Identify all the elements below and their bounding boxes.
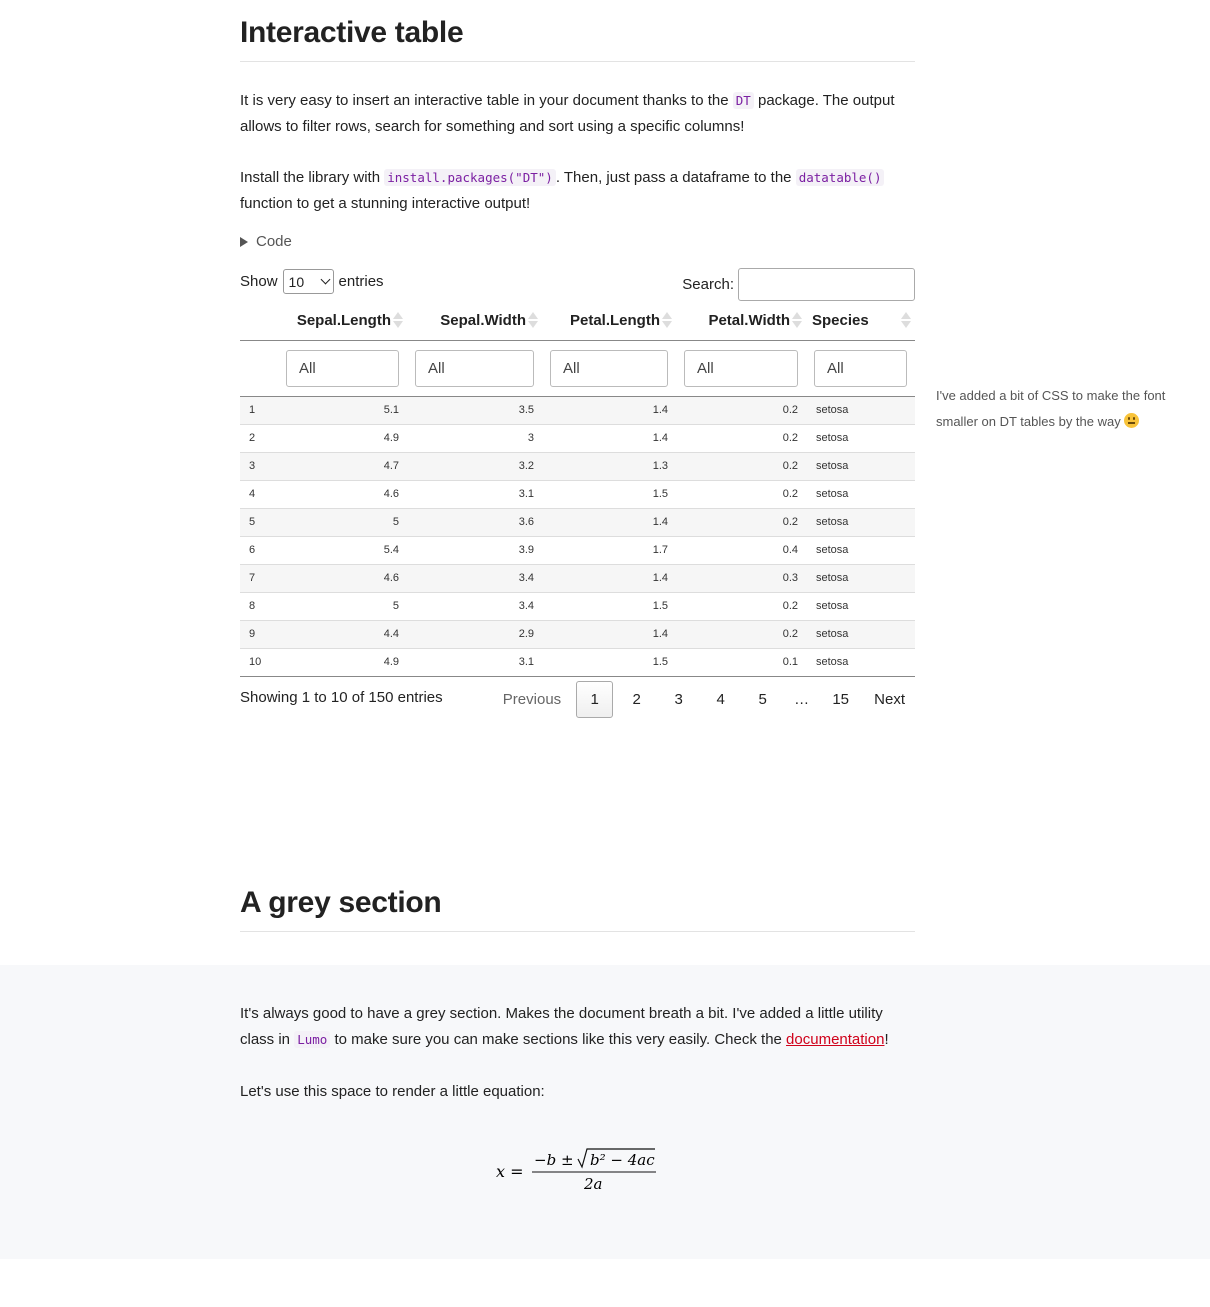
cell-sepal-width: 3.4	[407, 592, 542, 620]
datatable-footer	[240, 680, 915, 718]
entries-label: entries	[338, 273, 384, 290]
cell-index: 7	[240, 564, 278, 592]
cell-petal-width: 0.2	[676, 508, 806, 536]
cell-petal-length: 1.4	[542, 564, 676, 592]
table-row[interactable]	[240, 564, 915, 592]
filter-input-sepal-width[interactable]: All	[415, 350, 534, 387]
cell-index: 4	[240, 480, 278, 508]
cell-sepal-width: 3.1	[407, 648, 542, 676]
cell-petal-length: 1.7	[542, 536, 676, 564]
cell-sepal-width: 3.2	[407, 452, 542, 480]
cell-index: 2	[240, 424, 278, 452]
show-label: Show	[240, 273, 278, 290]
filter-cell	[278, 340, 407, 396]
filter-input-sepal-length[interactable]: All	[286, 350, 399, 387]
title-divider	[240, 931, 915, 932]
code-fold-toggle[interactable]	[240, 233, 292, 250]
page-button-3[interactable]: 3	[674, 690, 683, 708]
sidenote-text: smaller on DT tables by the way	[936, 414, 1121, 429]
column-header-index	[240, 302, 278, 340]
inline-code-dt: DT	[733, 92, 754, 109]
cell-species: setosa	[806, 508, 915, 536]
cell-petal-length: 1.4	[542, 620, 676, 648]
page-button-5[interactable]: 5	[758, 690, 767, 708]
table-body	[240, 396, 915, 676]
cell-species: setosa	[806, 564, 915, 592]
cell-species: setosa	[806, 648, 915, 676]
cell-species: setosa	[806, 396, 915, 424]
table-row[interactable]	[240, 508, 915, 536]
paragraph-install	[240, 165, 920, 217]
cell-sepal-width: 3.1	[407, 480, 542, 508]
cell-petal-width: 0.4	[676, 536, 806, 564]
cell-petal-width: 0.2	[676, 480, 806, 508]
cell-sepal-width: 3.6	[407, 508, 542, 536]
cell-petal-length: 1.4	[542, 508, 676, 536]
cell-sepal-length: 5.1	[278, 396, 407, 424]
grey-section	[0, 965, 1210, 1259]
column-header-label: Species	[812, 312, 869, 330]
column-header-label: Petal.Width	[708, 312, 790, 330]
cell-petal-width: 0.2	[676, 452, 806, 480]
search-label: Search:	[682, 276, 734, 293]
disclosure-triangle-icon	[240, 237, 248, 247]
search-input[interactable]	[738, 268, 915, 301]
cell-species: setosa	[806, 480, 915, 508]
filter-row	[240, 340, 915, 396]
next-page-button[interactable]: Next	[874, 690, 905, 708]
cell-petal-width: 0.2	[676, 424, 806, 452]
text-segment: class in	[240, 1031, 295, 1048]
column-header-label: Petal.Length	[569, 312, 660, 330]
cell-sepal-length: 4.6	[278, 564, 407, 592]
paragraph-dt-intro	[240, 88, 920, 140]
entries-select[interactable]	[283, 269, 334, 294]
filter-cell-index	[240, 340, 278, 396]
cell-index: 10	[240, 648, 278, 676]
cell-index: 5	[240, 508, 278, 536]
page-button-15[interactable]: 15	[832, 690, 849, 708]
documentation-link[interactable]: documentation	[786, 1031, 885, 1048]
cell-species: setosa	[806, 452, 915, 480]
cell-petal-length: 1.4	[542, 424, 676, 452]
pagination	[488, 680, 915, 718]
header-row	[240, 302, 915, 340]
text-segment: It's always good to have a grey section. Makes the document breath a bit. I've added a little utility	[240, 1005, 883, 1022]
cell-species: setosa	[806, 592, 915, 620]
cell-petal-length: 1.5	[542, 592, 676, 620]
text-segment: package. The output	[753, 92, 895, 109]
code-toggle-label: Code	[256, 233, 292, 250]
table-row[interactable]	[240, 480, 915, 508]
text-segment: It is very easy to insert an interactive table in your document thanks to the	[240, 92, 733, 109]
cell-index: 1	[240, 396, 278, 424]
cell-index: 6	[240, 536, 278, 564]
cell-petal-width: 0.1	[676, 648, 806, 676]
paragraph-equation-intro: Let's use this space to render a little equation:	[240, 1083, 545, 1100]
table-row[interactable]	[240, 452, 915, 480]
entries-length-control	[240, 269, 384, 294]
cell-sepal-width: 3.4	[407, 564, 542, 592]
filter-cell	[407, 340, 542, 396]
cell-species: setosa	[806, 424, 915, 452]
cell-sepal-width: 3.5	[407, 396, 542, 424]
previous-page-button[interactable]: Previous	[502, 690, 562, 708]
cell-sepal-length: 5	[278, 592, 407, 620]
paragraph-grey-intro	[240, 1001, 920, 1053]
cell-sepal-width: 2.9	[407, 620, 542, 648]
chevron-down-icon	[320, 275, 330, 285]
sort-arrows-icon	[792, 312, 802, 330]
table-info: Showing 1 to 10 of 150 entries	[240, 689, 443, 706]
cell-species: setosa	[806, 620, 915, 648]
table-row[interactable]	[240, 620, 915, 648]
filter-cell	[676, 340, 806, 396]
quadratic-equation	[496, 1145, 661, 1199]
section-title-grey-section: A grey section	[240, 886, 442, 919]
cell-species: setosa	[806, 536, 915, 564]
column-header-petal-width[interactable]	[676, 302, 806, 340]
datatable-controls	[240, 268, 915, 302]
cell-sepal-width: 3.9	[407, 536, 542, 564]
text-segment: !	[884, 1031, 889, 1048]
cell-petal-length: 1.3	[542, 452, 676, 480]
cell-petal-width: 0.2	[676, 592, 806, 620]
cell-sepal-length: 4.4	[278, 620, 407, 648]
sort-arrows-icon	[528, 312, 538, 330]
cell-sepal-length: 4.9	[278, 648, 407, 676]
page-button-4[interactable]: 4	[716, 690, 725, 708]
pagination-ellipsis: …	[794, 690, 810, 708]
page-button-1[interactable]: 1	[576, 681, 613, 718]
cell-sepal-length: 4.9	[278, 424, 407, 452]
cell-petal-length: 1.4	[542, 396, 676, 424]
text-segment: . Then, just pass a dataframe to the	[555, 169, 796, 186]
column-header-sepal-width[interactable]	[407, 302, 542, 340]
table-row[interactable]	[240, 396, 915, 424]
filter-cell	[542, 340, 676, 396]
sidenote-text: I've added a bit of CSS to make the font	[936, 388, 1166, 403]
inline-code-datatable: datatable()	[796, 169, 885, 186]
inline-code-lumo: Lumo	[294, 1031, 330, 1048]
slightly-smiling-face-icon	[1124, 413, 1139, 428]
entries-select-value: 10	[288, 273, 305, 290]
column-header-species[interactable]	[806, 302, 915, 340]
equation-numerator-pre: −b ±	[534, 1151, 574, 1169]
column-header-sepal-length[interactable]	[278, 302, 407, 340]
cell-petal-width: 0.3	[676, 564, 806, 592]
cell-petal-length: 1.5	[542, 480, 676, 508]
cell-petal-width: 0.2	[676, 396, 806, 424]
table-row[interactable]	[240, 424, 915, 452]
page-button-2[interactable]: 2	[632, 690, 641, 708]
equation-lhs: x =	[496, 1162, 524, 1181]
table-row[interactable]	[240, 648, 915, 676]
cell-index: 9	[240, 620, 278, 648]
search-control	[682, 268, 915, 301]
title-divider	[240, 61, 915, 62]
text-segment: function to get a stunning interactive output!	[240, 195, 531, 212]
cell-sepal-length: 4.7	[278, 452, 407, 480]
cell-index: 8	[240, 592, 278, 620]
table-row[interactable]	[240, 536, 915, 564]
section-title-interactive-table: Interactive table	[240, 16, 464, 49]
equation-denominator: 2a	[584, 1175, 603, 1193]
text-segment: Install the library with	[240, 169, 385, 186]
equation-svg	[496, 1145, 661, 1195]
margin-sidenote	[936, 383, 1186, 435]
column-header-label: Sepal.Width	[440, 312, 526, 330]
filter-cell	[806, 340, 915, 396]
text-segment: to make sure you can make sections like this very easily. Check the	[330, 1031, 787, 1048]
column-header-petal-length[interactable]	[542, 302, 676, 340]
cell-petal-length: 1.5	[542, 648, 676, 676]
cell-sepal-length: 4.6	[278, 480, 407, 508]
cell-petal-width: 0.2	[676, 620, 806, 648]
sort-arrows-icon	[662, 312, 672, 330]
filter-input-petal-length[interactable]: All	[550, 350, 668, 387]
data-table	[240, 302, 915, 677]
sort-arrows-icon	[901, 312, 911, 330]
text-segment: allows to filter rows, search for something and sort using a specific columns!	[240, 118, 745, 135]
inline-code-install: install.packages("DT")	[384, 169, 556, 186]
sort-arrows-icon	[393, 312, 403, 330]
cell-sepal-width: 3	[407, 424, 542, 452]
column-header-label: Sepal.Length	[296, 312, 391, 330]
filter-input-petal-width[interactable]: All	[684, 350, 798, 387]
cell-index: 3	[240, 452, 278, 480]
cell-sepal-length: 5.4	[278, 536, 407, 564]
cell-sepal-length: 5	[278, 508, 407, 536]
filter-input-species[interactable]: All	[814, 350, 907, 387]
equation-radicand: b² − 4ac	[590, 1151, 655, 1169]
table-row[interactable]	[240, 592, 915, 620]
